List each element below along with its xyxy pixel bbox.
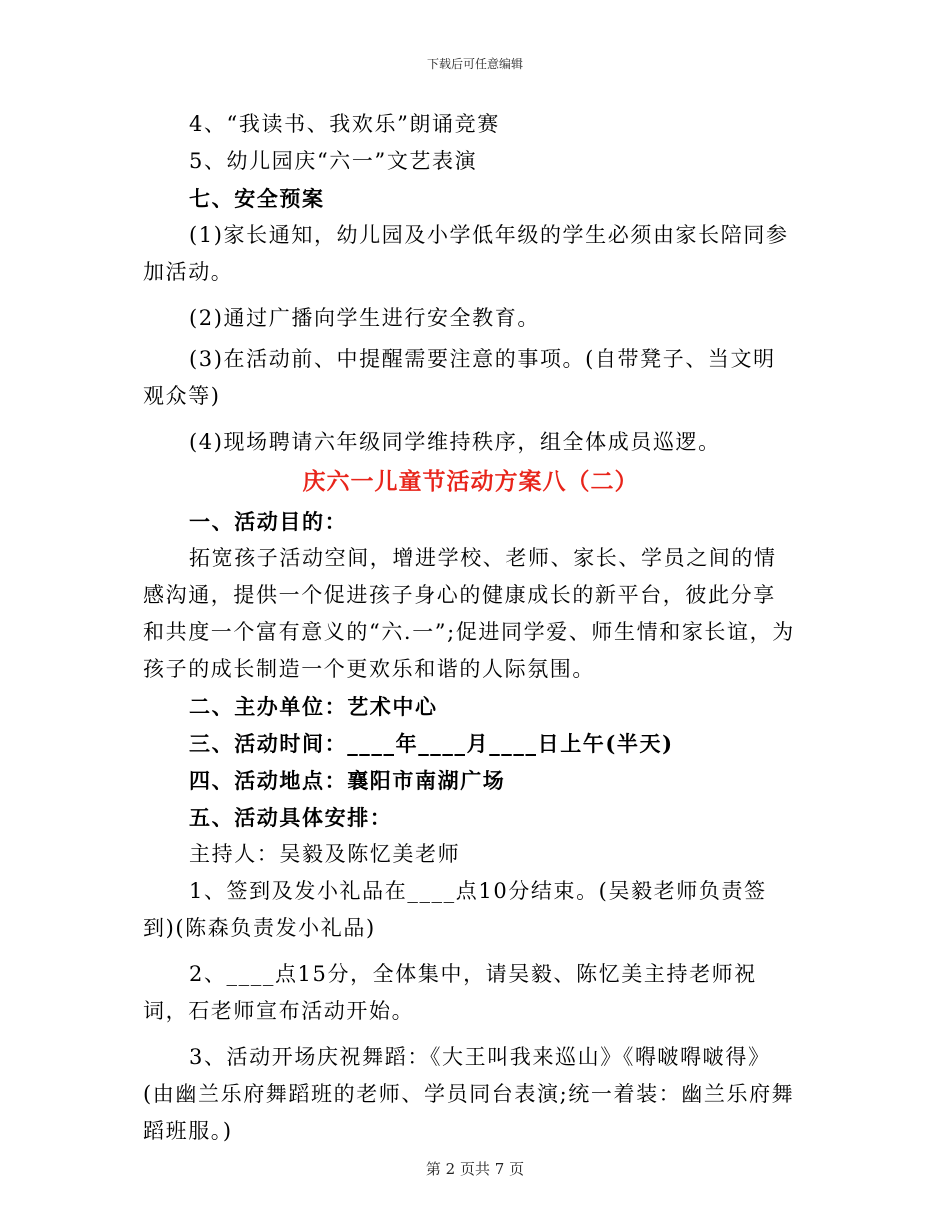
list-item: 1、签到及发小礼品在____点10分结束。(吴毅老师负责签到)(陈森负责发小礼品) <box>143 879 767 940</box>
page-content <box>143 106 798 1150</box>
section-heading: 七、安全预案 <box>189 186 325 211</box>
section-heading: 五、活动具体安排： <box>189 805 393 830</box>
page-footer: 第 2 页共 7 页 <box>425 1160 525 1178</box>
section-heading: 四、活动地点：襄阳市南湖广场 <box>189 768 506 793</box>
section-heading: 一、活动目的： <box>189 509 348 534</box>
list-item: 4、“我读书、我欢乐”朗诵竞赛 <box>189 112 500 136</box>
list-item: (2)通过广播向学生进行安全教育。 <box>189 306 540 330</box>
list-item: 2、____点15分，全体集中，请吴毅、陈忆美主持老师祝词，石老师宣布活动开始。 <box>143 962 757 1023</box>
list-item: 3、活动开场庆祝舞蹈：《大王叫我来巡山》《嘚啵嘚啵得》(由幽兰乐府舞蹈班的老师、学员同台表演;统一着装：幽兰乐府舞蹈班服。) <box>143 1045 795 1143</box>
list-item: (4)现场聘请六年级同学维持秩序，组全体成员巡逻。 <box>189 430 721 454</box>
list-item: (1)家长通知，幼儿园及小学低年级的学生必须由家长陪同参加活动。 <box>143 223 789 284</box>
page-header: 下载后可任意编辑 <box>426 57 523 71</box>
list-item: 5、幼儿园庆“六一”文艺表演 <box>189 149 478 173</box>
section-heading: 三、活动时间：____年____月____日上午(半天) <box>189 731 674 756</box>
paragraph: 主持人：吴毅及陈忆美老师 <box>189 842 461 866</box>
document-title: 庆六一儿童节活动方案八（二） <box>302 468 639 495</box>
section-heading: 二、主办单位：艺术中心 <box>189 694 438 719</box>
list-item: (3)在活动前、中提醒需要注意的事项。(自带凳子、当文明观众等) <box>143 347 776 408</box>
paragraph: 拓宽孩子活动空间，增进学校、老师、家长、学员之间的情感沟通，提供一个促进孩子身心的健康成长的新平台，彼此分享和共度一个富有意义的“六.一”;促进同学爱、师生情和家长谊，为孩子的成长制造一个更欢乐和谐的人际氛围。 <box>143 546 795 681</box>
